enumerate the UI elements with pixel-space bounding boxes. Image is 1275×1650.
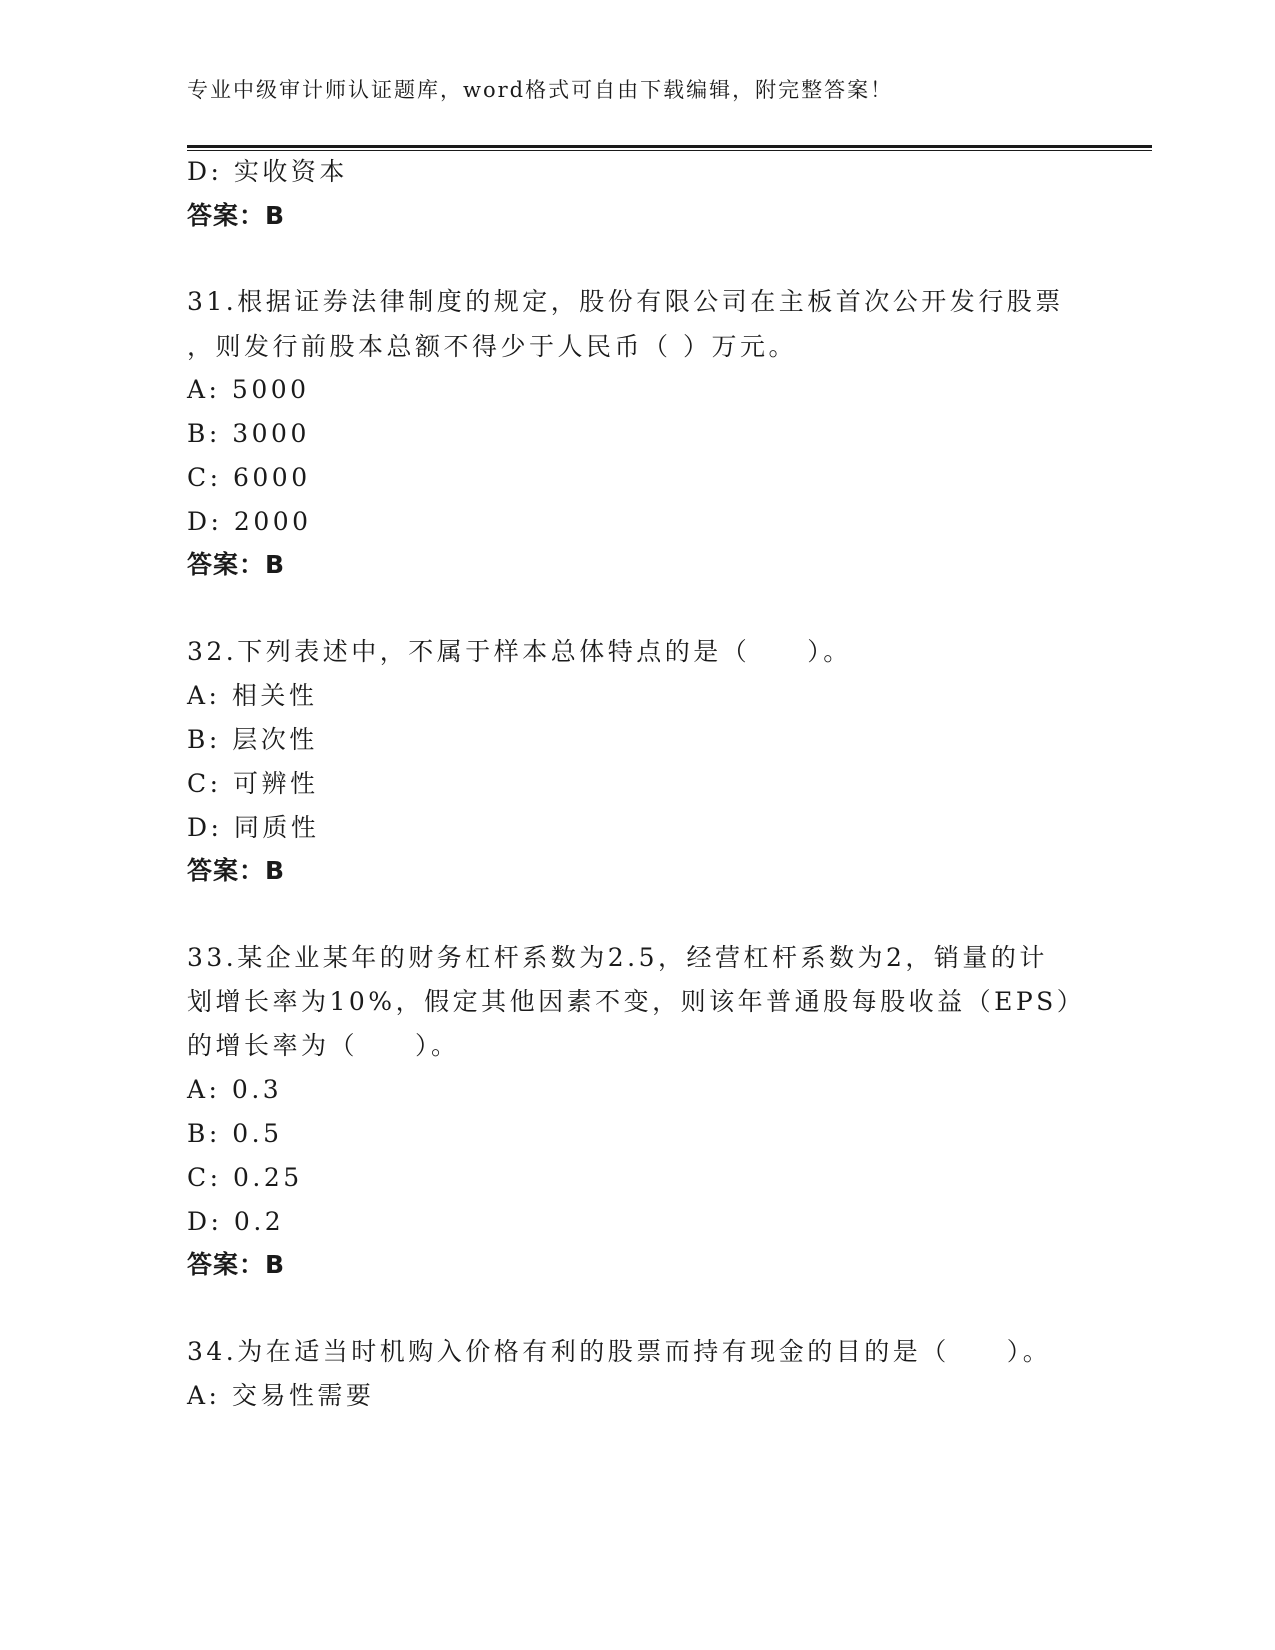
- answer: 答案：B: [187, 1250, 286, 1279]
- option-b: B: 层次性: [187, 725, 318, 754]
- question-stem-line: 32.下列表述中，不属于样本总体特点的是（ ）。: [187, 637, 852, 666]
- header-rule-thin: [187, 150, 1152, 151]
- option-d: D: 0.2: [187, 1207, 285, 1236]
- answer: 答案：B: [187, 550, 286, 579]
- question-stem-line: 34.为在适当时机购入价格有利的股票而持有现金的目的是（ ）。: [187, 1337, 1052, 1366]
- question-stem-line: 33.某企业某年的财务杠杆系数为2.5，经营杠杆系数为2，销量的计: [187, 943, 1048, 972]
- option-c: C: 6000: [187, 463, 311, 492]
- question-stem-line: 的增长率为（ ）。: [187, 1031, 460, 1060]
- option-b: B: 3000: [187, 419, 310, 448]
- option-a: A: 交易性需要: [187, 1381, 375, 1410]
- question-stem-line: 31.根据证券法律制度的规定，股份有限公司在主板首次公开发行股票: [187, 287, 1064, 316]
- question-stem-line: ，则发行前股本总额不得少于人民币（ ）万元。: [187, 332, 797, 361]
- option-d: D: 2000: [187, 507, 312, 536]
- page-header: 专业中级审计师认证题库，word格式可自由下载编辑，附完整答案！: [187, 78, 894, 102]
- option-d: D: 同质性: [187, 813, 320, 842]
- prev-answer: 答案：B: [187, 201, 286, 230]
- header-rule-thick: [187, 145, 1152, 148]
- option-b: B: 0.5: [187, 1119, 283, 1148]
- option-a: A: 0.3: [187, 1075, 283, 1104]
- answer: 答案：B: [187, 856, 286, 885]
- option-c: C: 可辨性: [187, 769, 319, 798]
- prev-option-d: D: 实收资本: [187, 157, 348, 186]
- option-a: A: 5000: [187, 375, 310, 404]
- option-a: A: 相关性: [187, 681, 318, 710]
- option-c: C: 0.25: [187, 1163, 303, 1192]
- question-stem-line: 划增长率为10%，假定其他因素不变，则该年普通股每股收益（EPS）: [187, 987, 1086, 1016]
